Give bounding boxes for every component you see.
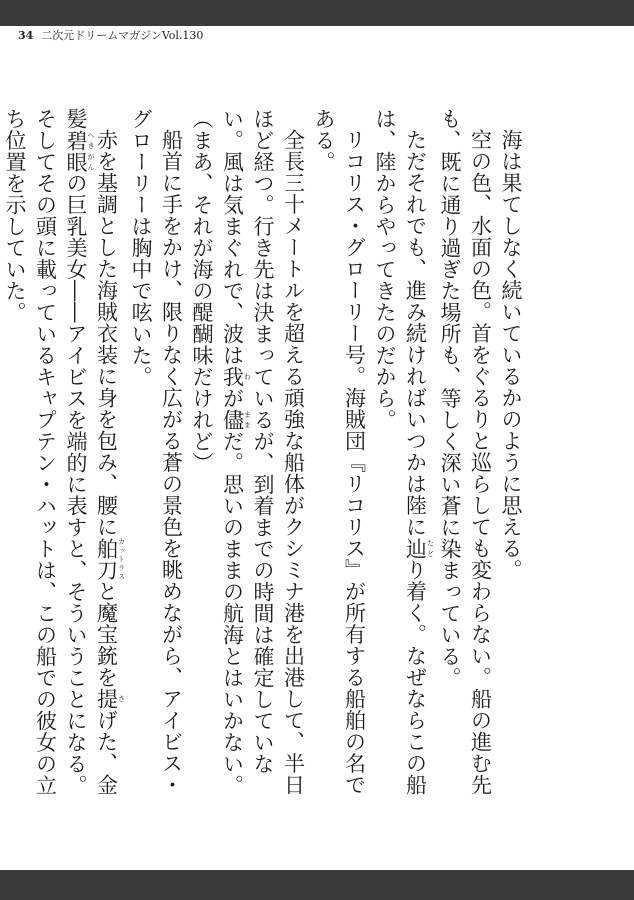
- bottom-bar: [0, 870, 634, 900]
- text-segment: の巨乳美女――アイビスを端的に表すと、そういうことになる。そしてその頭に載っているキャプテン・ハットは、この船での彼女の立ち位置を示していた。: [3, 108, 88, 796]
- page-number: 34: [18, 29, 34, 42]
- ruby-word: [64, 129, 95, 173]
- text-segment: げた、金髪: [64, 108, 119, 796]
- paragraph: [187, 108, 218, 808]
- page-header: [18, 29, 203, 43]
- ruby-base: 儘: [220, 409, 245, 431]
- top-bar: [0, 0, 634, 26]
- paragraph: [435, 108, 496, 808]
- ruby-base: 舶刀: [94, 537, 119, 581]
- furigana: さ: [117, 688, 126, 710]
- ruby-base: 碧眼: [64, 129, 88, 173]
- paragraph: [370, 108, 435, 808]
- ruby-word: [220, 366, 252, 388]
- furigana: へきがん: [87, 129, 95, 173]
- paragraph: [217, 108, 309, 808]
- ruby-word: [403, 537, 435, 560]
- ruby-base: 提: [94, 688, 119, 710]
- magazine-title: 二次元ドリームマガジンVol.130: [41, 29, 204, 42]
- furigana: たど: [426, 537, 435, 559]
- text-segment: が: [220, 387, 245, 409]
- paragraph: [126, 108, 187, 808]
- text-segment: 空の色、水面の色。首をぐるりと巡らしても変わらない。船の進む先も、既に通り過ぎた場所も、等しく深い蒼に染まっている。: [438, 108, 493, 796]
- ruby-word: [220, 409, 252, 431]
- text-segment: （まあ、それが海の醍醐味だけれど）: [190, 108, 214, 474]
- furigana: まま: [243, 409, 252, 431]
- novel-body-text: [0, 108, 526, 808]
- paragraph: [0, 108, 126, 808]
- ruby-base: 辿: [403, 537, 428, 559]
- ruby-word: [94, 537, 126, 581]
- text-segment: 船首に手をかけ、限りなく広がる蒼の景色を眺めながら、アイビス・グローリーは胸中で呟いた。: [129, 108, 184, 796]
- ruby-base: 我: [220, 366, 245, 388]
- text-segment: 全長三十メートルを超える頑強な船体がクシミナ港を出港して、半日ほど経つ。行き先は決まっているが、到着までの時間は確定していない。風は気まぐれで、波は: [220, 108, 306, 796]
- text-segment: と魔宝銃を: [94, 580, 119, 688]
- paragraph: [309, 108, 370, 808]
- paragraph: [496, 108, 527, 808]
- text-segment: ただそれでも、進み続ければいつかは陸に: [403, 129, 428, 538]
- ruby-word: [94, 688, 126, 710]
- text-segment: 赤を基調とした海賊衣装に身を包み、腰に: [94, 129, 119, 538]
- text-segment: り着く。なぜならこの船は、陸からやってきたのだから。: [373, 108, 428, 796]
- furigana: カットラス: [117, 537, 126, 581]
- text-segment: だ。思いのままの航海とはいかない。: [220, 430, 245, 796]
- furigana: わ: [243, 366, 252, 388]
- text-segment: リコリス・グローリー号。海賊団『リコリス』が所有する船舶の名である。: [312, 108, 367, 796]
- text-segment: 海は果てしなく続いているかのように思える。: [499, 129, 523, 581]
